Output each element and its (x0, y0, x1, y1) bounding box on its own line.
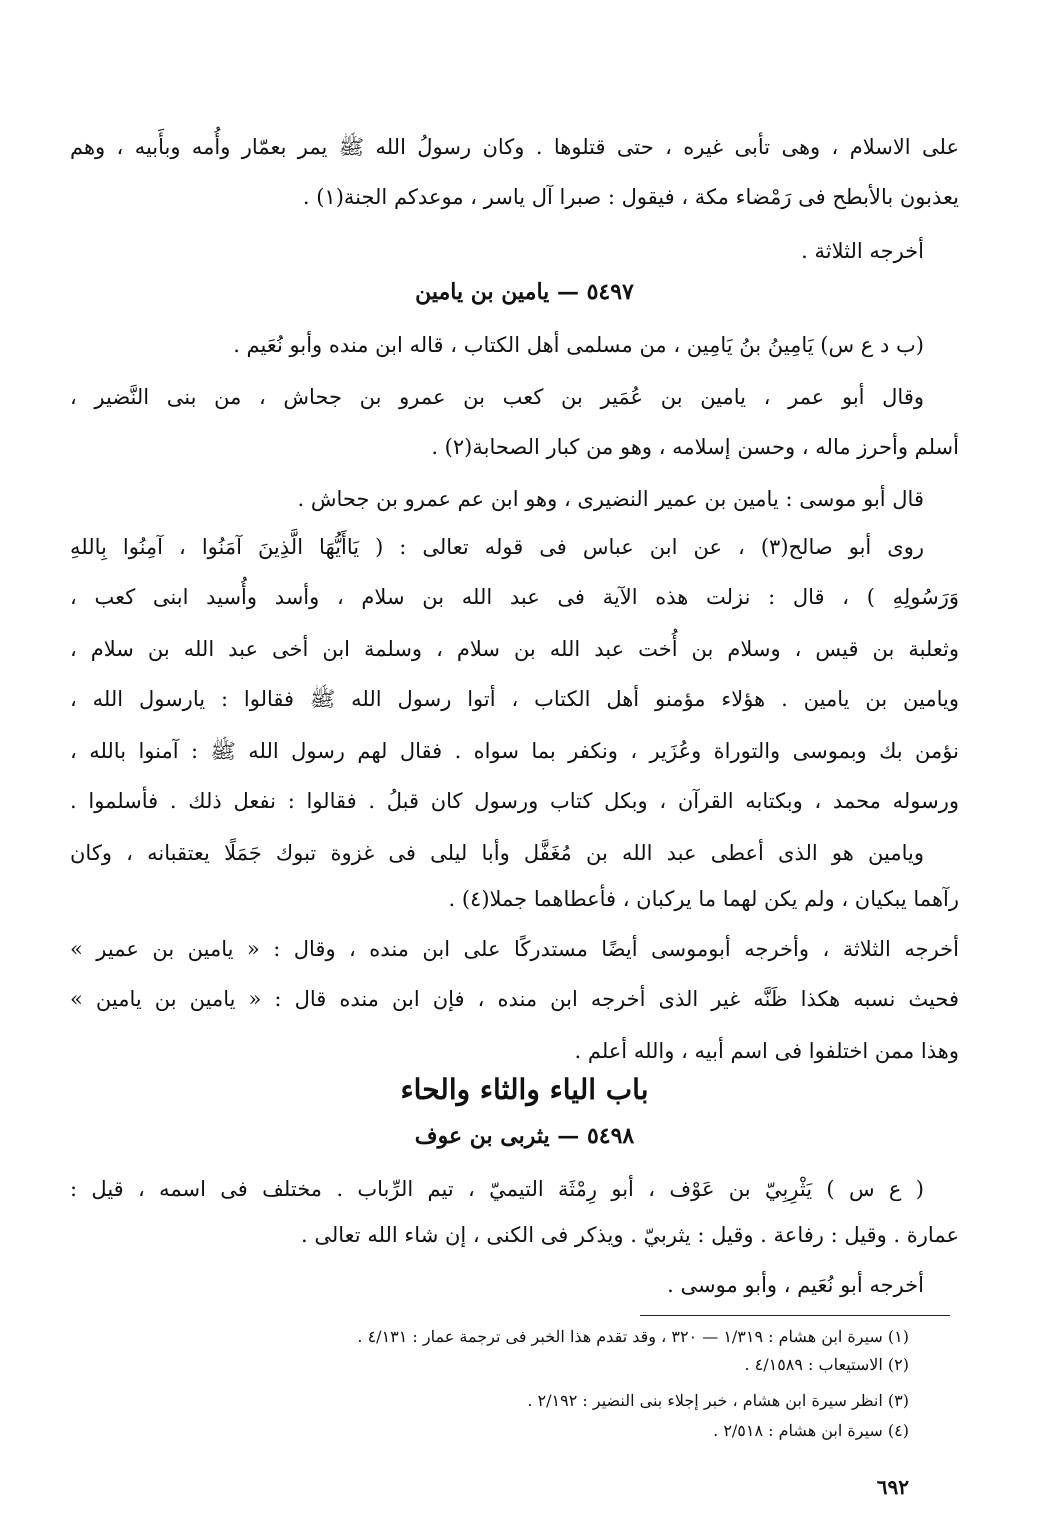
footnote: (١) سيرة ابن هشام : ١/٣١٩ — ٣٢٠ ، وقد تقدم هذا الخبر فى ترجمة عمار : ٤/١٣١ . (357, 1327, 909, 1346)
text-line: ويامين بن يامين . هؤلاء مؤمنو أهل الكتاب ، أتوا رسول الله ﷺ فقالوا : يارسول الله ، (70, 687, 959, 711)
entry-heading-5497: ٥٤٩٧ — يامين بن يامين (415, 279, 634, 305)
text-line: وهذا ممن اختلفوا فى اسم أبيه ، والله أعلم . (574, 1039, 959, 1063)
text-line: (ب د ع س) يَامِينُ بنُ يَامِين ، من مسلمى أهل الكتاب ، قاله ابن منده وأبو نُعَيم . (233, 333, 924, 357)
footnote: (٢) الاستيعاب : ٤/١٥٨٩ . (744, 1355, 909, 1374)
chapter-heading: باب الياء والثاء والحاء (400, 1073, 649, 1106)
text-line: رآهما يبكيان ، ولم يكن لهما ما يركبان ، فأعطاهما جملا(٤) . (448, 887, 959, 911)
text-line: أخرجه الثلاثة ، وأخرجه أبوموسى أيضًا مستدركًا على ابن منده ، وقال : « يامين بن عمير » (70, 937, 959, 961)
page-number: ٦٩٢ (876, 1475, 909, 1499)
text-line: أخرجه أبو نُعَيم ، وأبو موسى . (667, 1273, 924, 1297)
footnote: (٤) سيرة ابن هشام : ٢/٥١٨ . (713, 1421, 909, 1440)
text-line: على الاسلام ، وهى تأبى غيره ، حتى قتلوها . وكان رسولُ الله ﷺ يمر بعمّار وأُمه وبأَبيه ، وهم (70, 135, 959, 159)
text-line: وقال أبو عمر ، يامين بن عُمَير بن كعب بن عمرو بن جحاش ، من بنى النَّضير ، (70, 385, 924, 409)
text-line: وَرَسُولِهِ ) ، قال : نزلت هذه الآية فى عبد الله بن سلام ، وأسد وأُسيد ابنى كعب ، (70, 585, 959, 609)
text-line: فحيث نسبه هكذا ظَنَّه غير الذى أخرجه ابن منده ، فإن ابن منده قال : « يامين بن يامين » (70, 987, 959, 1011)
text-line: أسلم وأحرز ماله ، وحسن إسلامه ، وهو من كبار الصحابة(٢) . (431, 435, 959, 459)
text-line: أخرجه الثلاثة . (801, 239, 924, 263)
text-line: وثعلبة بن قيس ، وسلام بن أُخت عبد الله بن سلام ، وسلمة ابن أخى عبد الله بن سلام ، (70, 637, 959, 661)
text-line: ورسوله محمد ، وبكتابه القرآن ، وبكل كتاب ورسول كان قبلُ . فقالوا : نفعل ذلك . فأسلموا . (70, 789, 959, 813)
text-line: عمارة . وقيل : رفاعة . وقيل : يثربيّ . ويذكر فى الكنى ، إن شاء الله تعالى . (301, 1223, 959, 1247)
text-line: قال أبو موسى : يامين بن عمير النضيرى ، وهو ابن عم عمرو بن جحاش . (297, 487, 924, 511)
text-line: روى أبو صالح(٣) ، عن ابن عباس فى قوله تعالى : ( يَاأَيُّهَا الَّذِينَ آمَنُوا ، آمِنُوا بِاللهِ (70, 535, 924, 559)
text-line: نؤمن بك وبموسى والتوراة وعُزَير ، ونكفر بما سواه . فقال لهم رسول الله ﷺ : آمنوا بالله ، (70, 739, 959, 763)
footnote: (٣) انظر سيرة ابن هشام ، خبر إجلاء بنى النضير : ٢/١٩٢ . (527, 1391, 909, 1410)
text-line: يعذبون بالأبطح فى رَمْضاء مكة ، فيقول : صبرا آل ياسر ، موعدكم الجنة(١) . (302, 185, 959, 209)
text-line: ( ع س ) يَثْرِبِيّ بن عَوْف ، أبو رِمْثَة التيميّ ، تيم الرِّباب . مختلف فى اسمه ، قيل : (70, 1177, 924, 1201)
entry-heading-5498: ٥٤٩٨ — يثربى بن عوف (414, 1123, 635, 1149)
text-line: ويامين هو الذى أعطى عبد الله بن مُغَفَّل وأبا ليلى فى غزوة تبوك جَمَلًا يعتقبانه ، وكان (70, 841, 924, 865)
footnote-divider (640, 1315, 950, 1316)
